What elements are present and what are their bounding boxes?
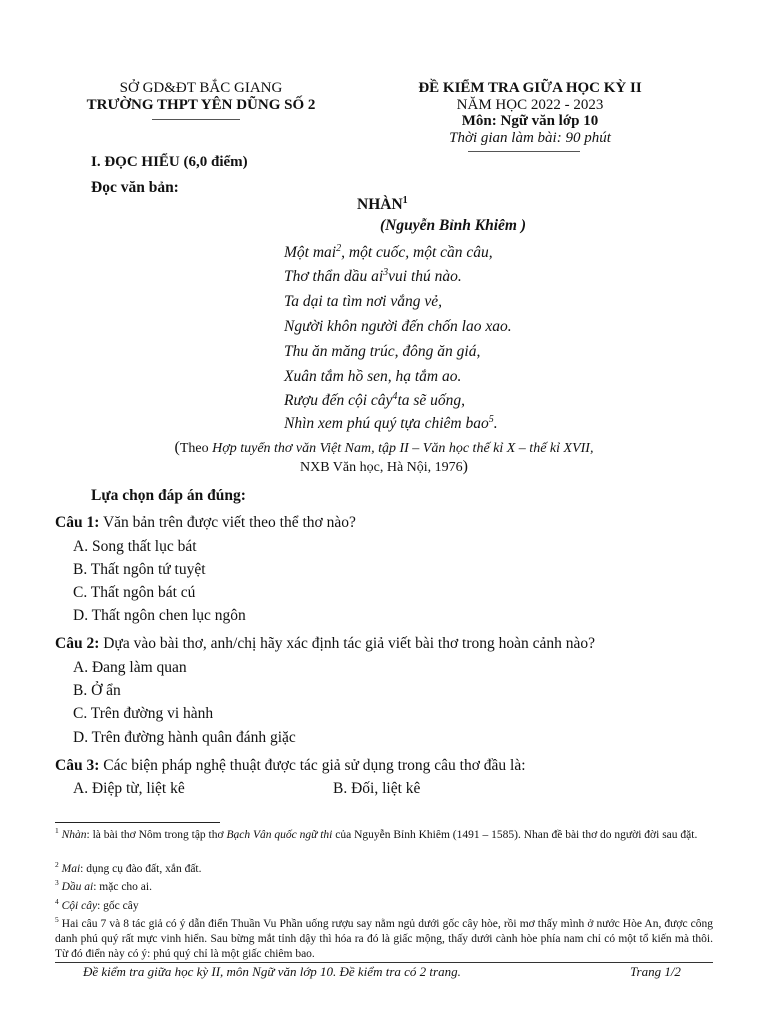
poem-line [284,343,480,361]
source-theo: Theo [179,441,213,456]
poem-line [284,368,461,386]
footnote-ref-1: 1 [402,194,408,206]
poem-line-text: Một mai [284,244,337,261]
poem-line-text: Ta dại ta tìm nơi vắng vẻ, [284,293,442,310]
footnote-term: Cội cây [61,900,98,912]
poem-line-text: , một cuốc, một cần câu, [341,244,493,261]
footnote-number: 3 [55,878,59,888]
school-year: NĂM HỌC 2022 - 2023 [456,97,604,113]
source-publisher: NXB Văn học, Hà Nội, 1976 [300,460,463,475]
poem-line [284,318,512,336]
poem-line [284,244,493,262]
footnote-5 [55,917,713,962]
poem-line-text: vui thú nào. [388,268,462,285]
answer-option: D. Trên đường hành quân đánh giặc [73,729,296,746]
footnote-text: : mặc cho ai. [93,881,152,893]
footnote-book-title: Bạch Vân quốc ngữ thi [226,829,333,841]
poem-line [284,268,462,286]
question-3 [55,757,526,775]
poem-line-text: Thơ thẩn dầu ai [284,268,384,285]
footnote-ref: 5 [488,413,494,425]
poem-line-text: Thu ăn măng trúc, đông ăn giá, [284,343,481,360]
header-left-underline [152,119,240,120]
poem-line-text: Nhìn xem phú quý tựa chiêm bao [284,415,489,432]
header-right-underline [468,151,580,152]
answer-option: C. Trên đường vi hành [73,705,214,722]
poem-line [284,415,498,433]
question-text: Văn bản trên được viết theo thể thơ nào? [99,514,356,531]
footnote-4 [55,899,713,914]
answer-option: A. Song thất lục bát [73,538,197,555]
footnote-text: : là bài thơ Nôm trong tập thơ [86,829,227,841]
source-book-title: Hợp tuyển thơ văn Việt Nam, tập II – Văn học thế kỉ X – thế kỉ XVII, [212,441,594,456]
poem-source [100,439,668,457]
footnote-3 [55,880,713,895]
question-1 [55,514,356,532]
footnote-text: : dụng cụ đào đất, xắn đất. [80,863,202,875]
footnote-2 [55,862,713,877]
poem-line-text: Người khôn người đến chốn lao xao. [284,318,512,335]
footnote-number: 2 [55,860,59,870]
footnote-ref: 3 [383,266,389,278]
answer-option: A. Đang làm quan [73,659,187,676]
answer-option: B. Ở ẩn [73,682,121,699]
footnote-term: Dầu ai [61,881,94,893]
footer-note: Đề kiểm tra giữa học kỳ II, môn Ngữ văn lớp 10. Đề kiểm tra có 2 trang. [83,964,461,979]
footnote-number: 5 [55,915,59,925]
question-label: Câu 3: [55,757,100,774]
source-paren: ( [174,439,180,456]
footnote-term: Mai [61,863,81,875]
question-text: Dựa vào bài thơ, anh/chị hãy xác định tác giả viết bài thơ trong hoàn cảnh nào? [99,635,596,652]
poem-line-text: ta sẽ uống, [397,392,466,409]
department-name: SỞ GD&ĐT BẮC GIANG [119,80,283,96]
footnote-number: 1 [55,826,59,836]
footnote-separator [55,822,220,823]
choose-answer-label: Lựa chọn đáp án đúng: [91,487,246,504]
answer-option: B. Đối, liệt kê [333,780,421,797]
question-2 [55,635,595,653]
poem-title [357,196,408,214]
exam-title: ĐỀ KIỂM TRA GIỮA HỌC KỲ II [418,80,642,96]
answer-option: A. Điệp từ, liệt kê [73,780,185,797]
footnote-1 [55,828,713,843]
section-heading: I. ĐỌC HIỂU (6,0 điểm) [91,154,248,170]
footer-rule [55,962,713,963]
poem-line [284,293,442,311]
footnote-text: của Nguyễn Bỉnh Khiêm (1491 – 1585). Nhan đề bài thơ do người đời sau đặt. [332,829,698,841]
footnote-text: : gốc cây [97,900,139,912]
footnote-number: 4 [55,897,59,907]
read-label: Đọc văn bản: [91,179,179,196]
footnote-ref: 2 [336,242,342,254]
poem-line-text: Xuân tắm hồ sen, hạ tắm ao. [284,368,462,385]
answer-option: D. Thất ngôn chen lục ngôn [73,607,246,624]
source-paren: ) [462,458,468,475]
footnote-term: Nhàn [61,829,87,841]
poem-author: (Nguyễn Bỉnh Khiêm ) [380,217,526,234]
poem-title-text: NHÀN [357,196,403,213]
question-text: Các biện pháp nghệ thuật được tác giả sử dụng trong câu thơ đầu là: [99,757,526,774]
poem-line-text: . [493,415,498,432]
poem-line-text: Rượu đến cội cây [284,392,393,409]
poem-line [284,392,465,410]
footnote-text: Hai câu 7 và 8 tác giả có ý dẫn điển Thuần Vu Phần uống rượu say nằm ngủ dưới gốc cây hòe, rồi mơ thấy mình ở nước Hòe An, được công danh phú quý rất mực vinh hiển. Sau bừng mắt tỉnh dậy thì hóa ra đó là giấc mộng, thấy dưới cành hòe phía nam chỉ có một tổ kiến mà thôi. Từ đó điển này có ý: phú quý chỉ là một giấc chiêm bao. [55,918,713,960]
footnote-ref: 4 [392,390,398,402]
poem-source-publisher [100,458,668,476]
answer-option: B. Thất ngôn tứ tuyệt [73,561,206,578]
answer-option: C. Thất ngôn bát cú [73,584,196,601]
question-label: Câu 1: [55,514,100,531]
subject: Môn: Ngữ văn lớp 10 [461,113,599,129]
question-label: Câu 2: [55,635,100,652]
page-number: Trang 1/2 [630,964,681,979]
time-limit: Thời gian làm bài: 90 phút [449,130,611,146]
school-name: TRƯỜNG THPT YÊN DŨNG SỐ 2 [86,97,316,113]
